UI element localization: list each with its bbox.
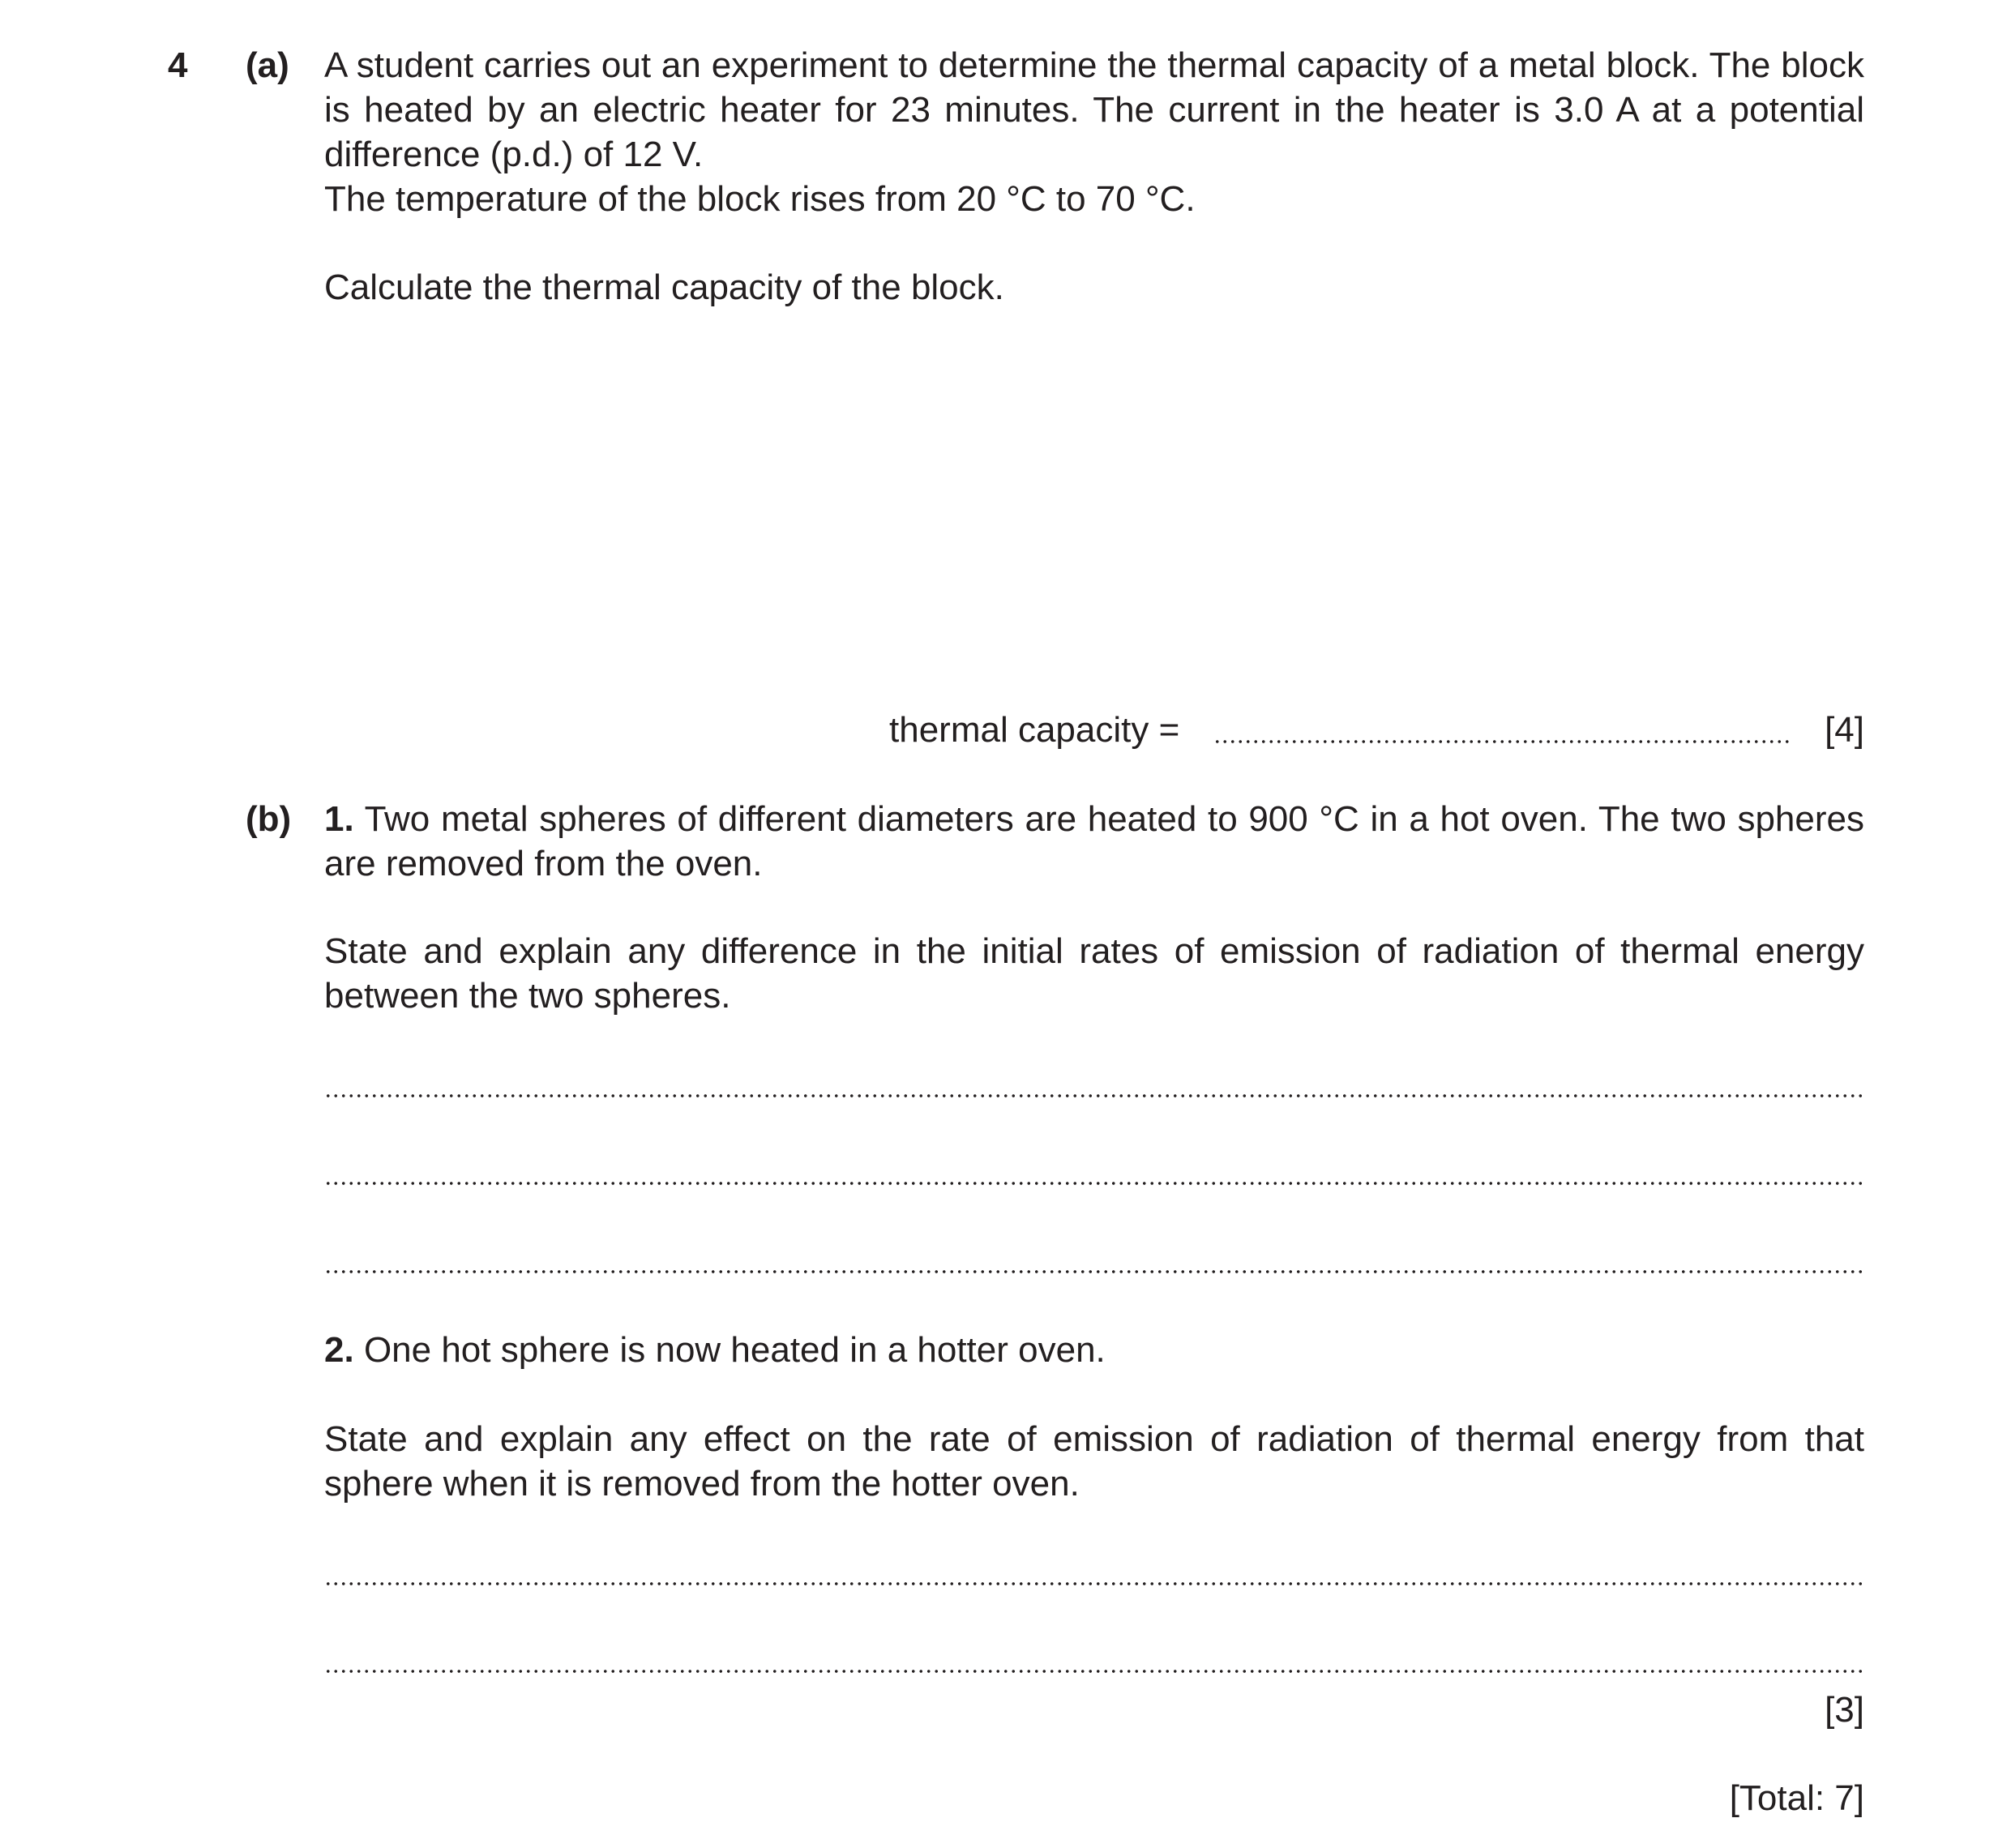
- part-a-label: (a): [246, 45, 289, 85]
- question-number: 4: [168, 45, 188, 85]
- part-a-marks: [4]: [1825, 710, 1864, 750]
- thermal-capacity-label: thermal capacity =: [889, 710, 1180, 750]
- part-b-item1-text: Two metal spheres of different diameters are heated to 900 °C in a hot oven. The two spheres are removed from the oven.: [324, 799, 1864, 883]
- answer-line-b1-3[interactable]: [324, 1269, 1864, 1274]
- answer-line-b1-1[interactable]: [324, 1093, 1864, 1098]
- part-a-instruction: Calculate the thermal capacity of the block.: [324, 267, 1004, 307]
- part-b-item1-instruction: State and explain any difference in the initial rates of emission of radiation of thermal energy between the two spheres.: [324, 931, 1864, 1016]
- part-b-item2: [324, 1328, 1864, 1372]
- part-b-marks: [3]: [1825, 1690, 1864, 1730]
- part-b-item1: [324, 797, 1864, 886]
- part-a-paragraph2: The temperature of the block rises from 20 °C to 70 °C.: [324, 179, 1196, 219]
- part-a-paragraph1: A student carries out an experiment to determine the thermal capacity of a metal block. The block is heated by an electric heater for 23 minutes. The current in the heater is 3.0 A at a potential difference (p.d.) of 12 V.: [324, 45, 1864, 174]
- part-b-label: (b): [246, 799, 292, 839]
- part-b-item1-number: 1.: [324, 799, 354, 839]
- part-b-item2-number: 2.: [324, 1330, 354, 1370]
- part-b-item2-text: One hot sphere is now heated in a hotter oven.: [363, 1330, 1106, 1370]
- total-marks: [Total: 7]: [1729, 1778, 1864, 1818]
- answer-line-b2-1[interactable]: [324, 1581, 1864, 1586]
- answer-line-b2-2[interactable]: [324, 1669, 1864, 1674]
- thermal-capacity-answer-line[interactable]: [1213, 739, 1791, 744]
- answer-line-b1-2[interactable]: [324, 1181, 1864, 1186]
- part-b-item2-instruction: State and explain any effect on the rate of emission of radiation of thermal energy from that sphere when it is removed from the hotter oven.: [324, 1419, 1864, 1504]
